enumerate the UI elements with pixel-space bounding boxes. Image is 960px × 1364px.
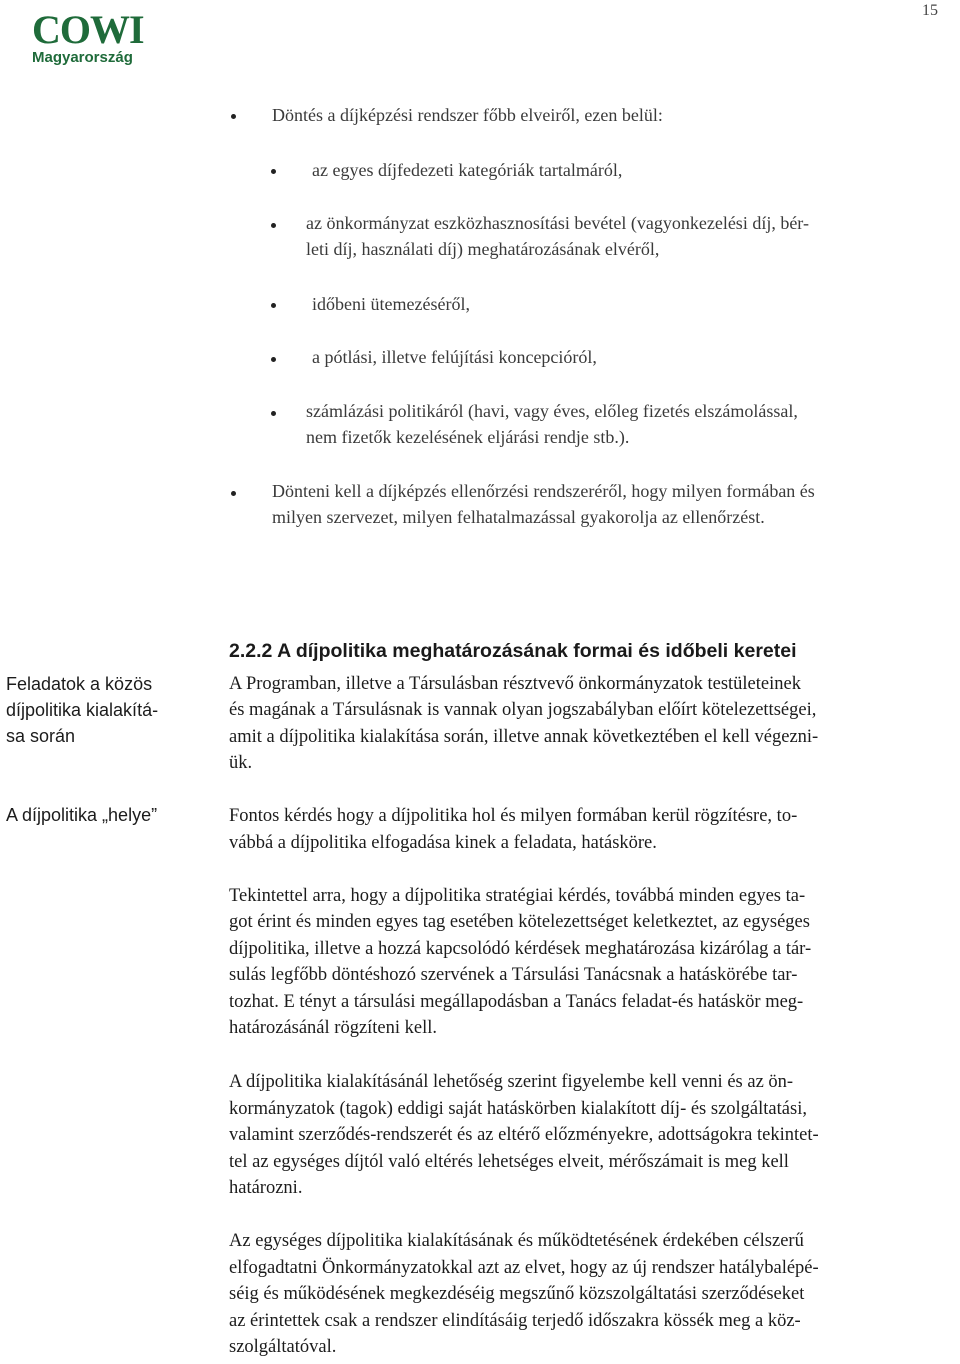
bullet-text: az egyes díjfedezeti kategóriák tartalmáról,	[312, 160, 623, 180]
margin-note-line: sa során	[6, 726, 76, 746]
bullet-icon	[271, 303, 276, 308]
paragraph-line: elfogadtatni Önkormányzatokkal azt az elvet, hogy az új rendszer hatálybalépé-	[229, 1258, 819, 1278]
paragraph-line: tozhat. E tényt a társulási megállapodásban a Tanács feladat-és hatáskör meg-	[229, 992, 804, 1012]
bullet-text: milyen szervezet, milyen felhatalmazással gyakorolja az ellenőrzést.	[272, 507, 765, 527]
bullet-text: nem fizetők kezelésének eljárási rendje stb.).	[306, 427, 630, 447]
paragraph-line: díjpolitika, illetve a hozzá kapcsolódó kérdések meghatározása kizárólag a tár-	[229, 939, 812, 959]
margin-note-line: A díjpolitika „helye”	[6, 805, 158, 825]
bullet-text: számlázási politikáról (havi, vagy éves, előleg fizetés elszámolással,	[306, 401, 798, 421]
page-number: 15	[922, 2, 938, 19]
paragraph-line: got érint és minden egyes tag esetében kötelezettséget keletkeztet, az egységes	[229, 912, 810, 932]
paragraph-line: szolgáltatóval.	[229, 1337, 337, 1357]
bullet-text: leti díj, használati díj) meghatározásának elvéről,	[306, 239, 660, 259]
bullet-icon	[231, 114, 236, 119]
bullet-icon	[271, 411, 276, 416]
paragraph-line: az érintettek csak a rendszer elindításáig terjedő időszakra kössék meg a köz-	[229, 1311, 801, 1331]
paragraph-line: A díjpolitika kialakításánál lehetőség szerint figyelembe kell venni és az ön-	[229, 1072, 794, 1092]
paragraph-line: sulás legfőbb döntéshozó szervének a Társulási Tanácsnak a hatáskörébe tar-	[229, 965, 798, 985]
bullet-icon	[271, 223, 276, 228]
margin-note-line: díjpolitika kialakítá-	[6, 700, 159, 720]
bullet-icon	[271, 357, 276, 362]
paragraph-line: tel az egységes díjtól való eltérés lehetséges elveit, mérőszámait is meg kell	[229, 1152, 789, 1172]
bullet-text: időbeni ütemezéséről,	[312, 294, 470, 314]
bullet-text: Döntés a díjképzési rendszer főbb elveiről, ezen belül:	[272, 105, 663, 125]
logo-main-text: COWI	[32, 7, 144, 52]
paragraph-line: Az egységes díjpolitika kialakításának és működtetésének érdekében célszerű	[229, 1231, 804, 1251]
paragraph-line: kormányzatok (tagok) eddigi saját hatáskörben kialakított díj- és szolgáltatási,	[229, 1099, 807, 1119]
paragraph-line: vábbá a díjpolitika elfogadása kinek a feladata, hatásköre.	[229, 833, 657, 853]
margin-note-line: Feladatok a közös	[6, 674, 153, 694]
paragraph-line: A Programban, illetve a Társulásban résztvevő önkormányzatok testületeinek	[229, 674, 801, 694]
section-heading: 2.2.2 A díjpolitika meghatározásának formai és időbeli keretei	[229, 640, 797, 662]
bullet-text: a pótlási, illetve felújítási koncepcióról,	[312, 347, 597, 367]
bullet-icon	[231, 491, 236, 496]
logo-sub-text: Magyarország	[32, 49, 133, 66]
paragraph-line: séig és működésének megkezdéséig megszűnő közszolgáltatási szerződéseket	[229, 1284, 805, 1304]
paragraph-line: határozásánál rögzíteni kell.	[229, 1018, 438, 1038]
paragraph-line: amit a díjpolitika kialakítása során, illetve annak következtében el kell végezni-	[229, 727, 819, 747]
paragraph-line: valamint szerződés-rendszerét és az eltérő előzményekre, adottságokra tekintet-	[229, 1125, 819, 1145]
paragraph-line: Fontos kérdés hogy a díjpolitika hol és milyen formában kerül rögzítésre, to-	[229, 806, 798, 826]
paragraph-line: határozni.	[229, 1178, 303, 1198]
bullet-text: az önkormányzat eszközhasznosítási bevétel (vagyonkezelési díj, bér-	[306, 213, 809, 233]
cowi-logo	[32, 7, 152, 66]
bullet-icon	[271, 169, 276, 174]
bullet-text: Dönteni kell a díjképzés ellenőrzési rendszeréről, hogy milyen formában és	[272, 481, 815, 501]
paragraph-line: Tekintettel arra, hogy a díjpolitika stratégiai kérdés, továbbá minden egyes ta-	[229, 886, 806, 906]
paragraph-line: és magának a Társulásnak is vannak olyan jogszabályban előírt kötelezettségei,	[229, 700, 817, 720]
paragraph-line: ük.	[229, 753, 253, 773]
